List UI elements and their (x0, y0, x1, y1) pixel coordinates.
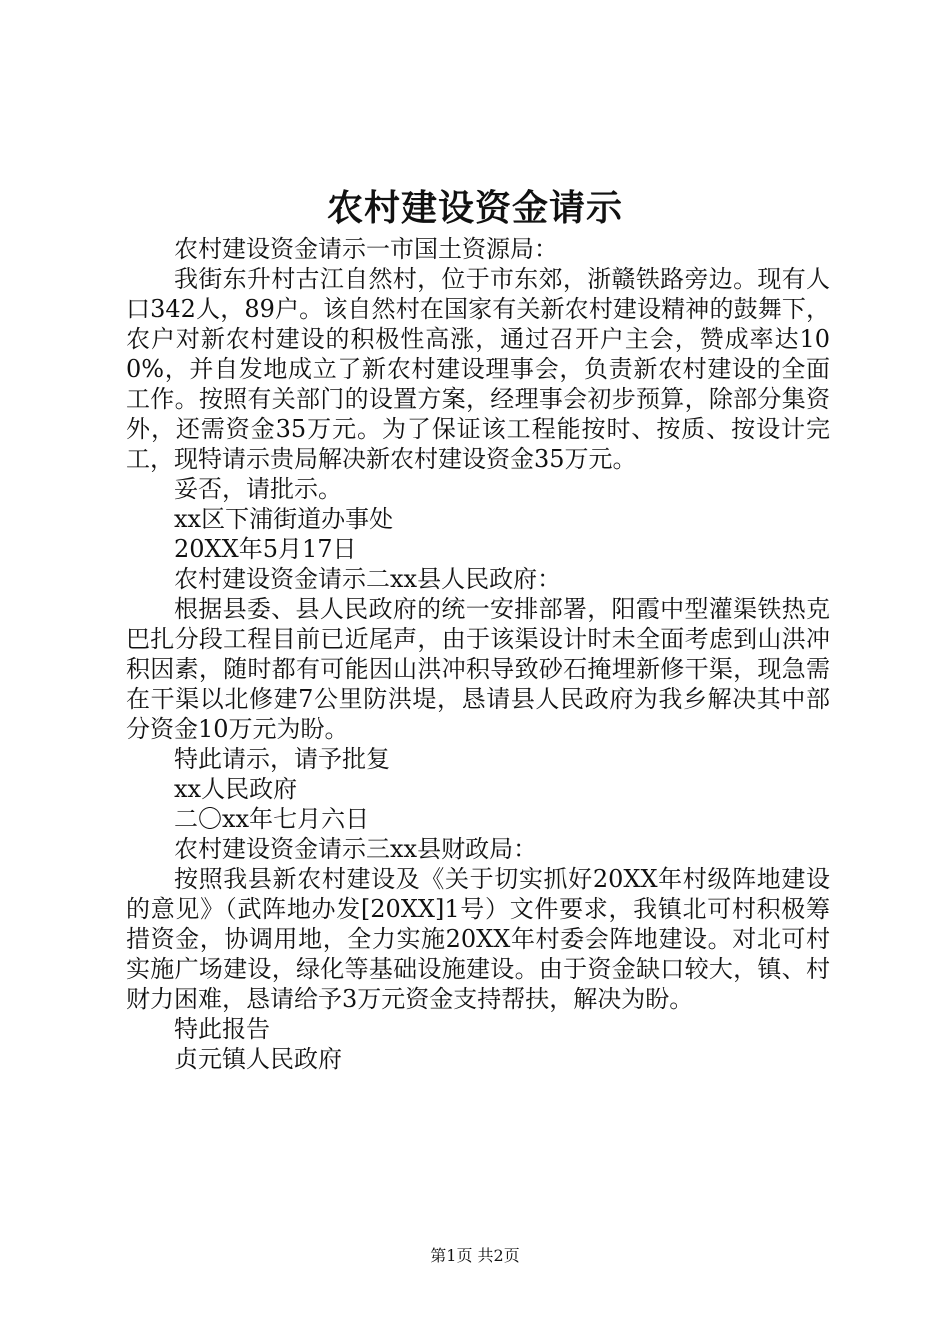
paragraph: 20XX年5月17日 (174, 535, 357, 563)
paragraph: 农村建设资金请示二xx县人民政府： (174, 565, 562, 593)
document-title: 农村建设资金请示 (326, 187, 623, 229)
paragraph: 特此请示，请予批复 (174, 745, 390, 773)
paragraph: 二〇xx年七月六日 (174, 805, 370, 833)
paragraph: 贞元镇人民政府 (174, 1045, 342, 1073)
paragraph: 农村建设资金请示一市国土资源局： (174, 235, 558, 263)
paragraph: xx人民政府 (174, 775, 298, 803)
paragraph: 按照我县新农村建设及《关于切实抓好20XX年村级阵地建设的意见》（武阵地办发[20XX]1号）文件要求，我镇北可村积极筹措资金，协调用地，全力实施20XX年村委会阵地建设。对北可村实施广场建设，绿化等基础设施建设。由于资金缺口较大，镇、村财力困难，恳请给予3万元资金支持帮扶，解决为盼。 (126, 865, 830, 1013)
paragraph: 妥否，请批示。 (174, 475, 342, 503)
paragraph: 我街东升村古江自然村，位于市东郊，浙赣铁路旁边。现有人口342人，89户。该自然村在国家有关新农村建设精神的鼓舞下，农户对新农村建设的积极性高涨，通过召开户主会，赞成率达100%，并自发地成立了新农村建设理事会，负责新农村建设的全面工作。按照有关部门的设置方案，经理事会初步预算，除部分集资外，还需资金35万元。为了保证该工程能按时、按质、按设计完工，现特请示贵局解决新农村建设资金35万元。 (126, 265, 830, 473)
paragraph: 根据县委、县人民政府的统一安排部署，阳霞中型灌渠铁热克巴扎分段工程目前已近尾声，由于该渠设计时未全面考虑到山洪冲积因素，随时都有可能因山洪冲积导致砂石掩埋新修干渠，现急需在干渠以北修建7公里防洪堤，恳请县人民政府为我乡解决其中部分资金10万元为盼。 (126, 595, 830, 743)
document-body (126, 234, 830, 1074)
paragraph: xx区下浦街道办事处 (174, 505, 394, 533)
page-indicator: 第1页 共2页 (430, 1246, 520, 1265)
paragraph: 特此报告 (174, 1015, 270, 1043)
paragraph: 农村建设资金请示三xx县财政局： (174, 835, 538, 863)
